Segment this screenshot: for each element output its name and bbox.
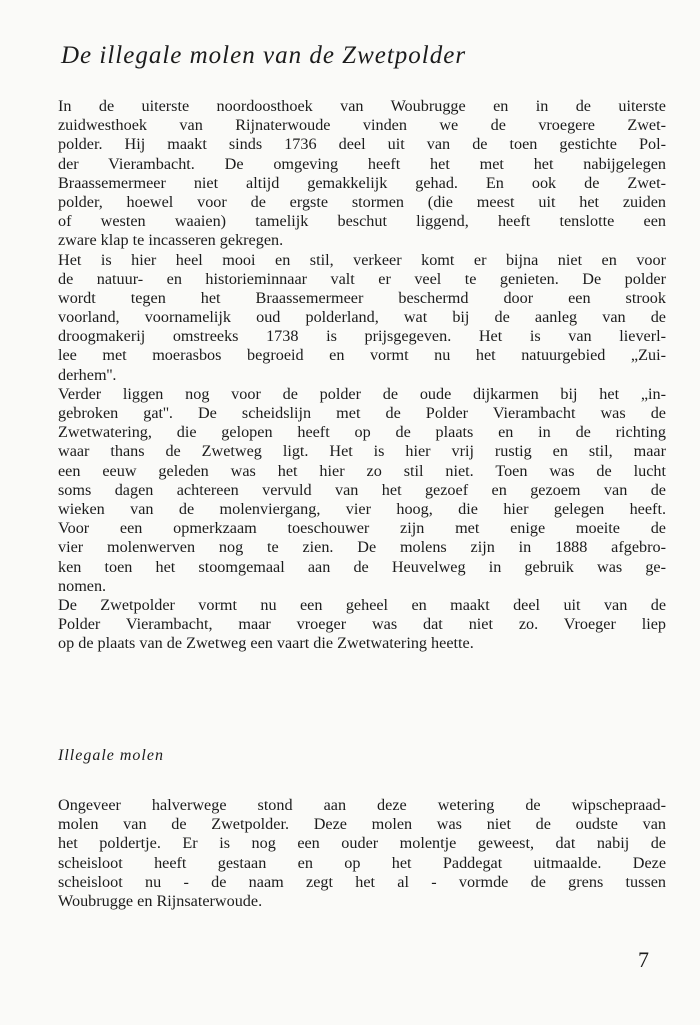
- text-line: Het is hier heel mooi en stil, verkeer komt er bijna niet en voor: [58, 250, 666, 269]
- text-line: soms dagen achtereen vervuld van het gezoef en gezoem van de: [58, 480, 666, 499]
- text-line: zware klap te incasseren gekregen.: [58, 231, 284, 250]
- text-line: ken toen het stoomgemaal aan de Heuvelweg in gebruik was ge-: [58, 557, 666, 576]
- body-text-section-2: [58, 796, 666, 911]
- text-line: het poldertje. Er is nog een ouder molentje geweest, dat nabij de: [58, 834, 666, 853]
- text-line: molen van de Zwetpolder. Deze molen was niet de oudste van: [58, 815, 666, 834]
- text-line: der Vierambacht. De omgeving heeft het met het nabijgelegen: [58, 154, 666, 173]
- text-line: waar thans de Zwetweg ligt. Het is hier vrij rustig en stil, maar: [58, 442, 666, 461]
- text-line: polder, hoewel voor de ergste stormen (die meest uit het zuiden: [58, 192, 666, 211]
- text-line: Woubrugge en Rijnsaterwoude.: [58, 891, 263, 910]
- text-line: Zwetwatering, die gelopen heeft op de plaats en in de richting: [58, 423, 666, 442]
- text-line: droogmakerij omstreeks 1738 is prijsgegeven. Het is van lieverl-: [58, 327, 666, 346]
- text-line: lee met moerasbos begroeid en vormt nu het natuurgebied „Zui-: [58, 346, 666, 365]
- text-line: derhem''.: [58, 365, 117, 384]
- text-line: scheisloot heeft gestaan en op het Paddegat uitmaalde. Deze: [58, 853, 666, 872]
- page-number: 7: [638, 947, 649, 972]
- text-line: wieken van de molenviergang, vier hoog, die hier gelegen heeft.: [58, 499, 666, 518]
- page-title: De illegale molen van de Zwetpolder: [61, 42, 467, 69]
- text-line: nomen.: [58, 576, 107, 595]
- text-line: Verder liggen nog voor de polder de oude dijkarmen bij het „in-: [58, 384, 666, 403]
- text-line: Ongeveer halverwege stond aan deze wetering de wipschepraad-: [58, 796, 666, 814]
- text-line: scheisloot nu - de naam zegt het al - vormde de grens tussen: [58, 872, 666, 891]
- text-line: wordt tegen het Braassemermeer beschermd door een strook: [58, 288, 666, 307]
- text-line: een eeuw geleden was het hier zo stil niet. Toen was de lucht: [58, 461, 666, 480]
- text-line: zuidwesthoek van Rijnaterwoude vinden we de vroegere Zwet-: [58, 116, 666, 135]
- body-text-section-1: [58, 97, 666, 653]
- text-line: voorland, voornamelijk oud polderland, wat bij de aanleg van de: [58, 308, 666, 327]
- text-line: de natuur- en historieminnaar valt er veel te genieten. De polder: [58, 269, 666, 288]
- text-line: of westen waaien) tamelijk beschut liggend, heeft tenslotte een: [58, 212, 666, 231]
- text-line: De Zwetpolder vormt nu een geheel en maakt deel uit van de: [58, 595, 666, 614]
- text-line: polder. Hij maakt sinds 1736 deel uit van de toen gestichte Pol-: [58, 135, 666, 154]
- text-line: Polder Vierambacht, maar vroeger was dat niet zo. Vroeger liep: [58, 615, 666, 634]
- text-line: vier molenwerven nog te zien. De molens zijn in 1888 afgebro-: [58, 538, 666, 557]
- text-line: In de uiterste noordoosthoek van Woubrugge en in de uiterste: [58, 97, 666, 115]
- text-line: Voor een opmerkzaam toeschouwer zijn met enige moeite de: [58, 519, 666, 538]
- text-line: gebroken gat''. De scheidslijn met de Polder Vierambacht was de: [58, 404, 666, 422]
- text-line: op de plaats van de Zwetweg een vaart die Zwetwatering heette.: [58, 634, 474, 653]
- section-subheading: Illegale molen: [58, 747, 164, 764]
- text-line: Braassemermeer niet altijd gemakkelijk gehad. En ook de Zwet-: [58, 173, 666, 192]
